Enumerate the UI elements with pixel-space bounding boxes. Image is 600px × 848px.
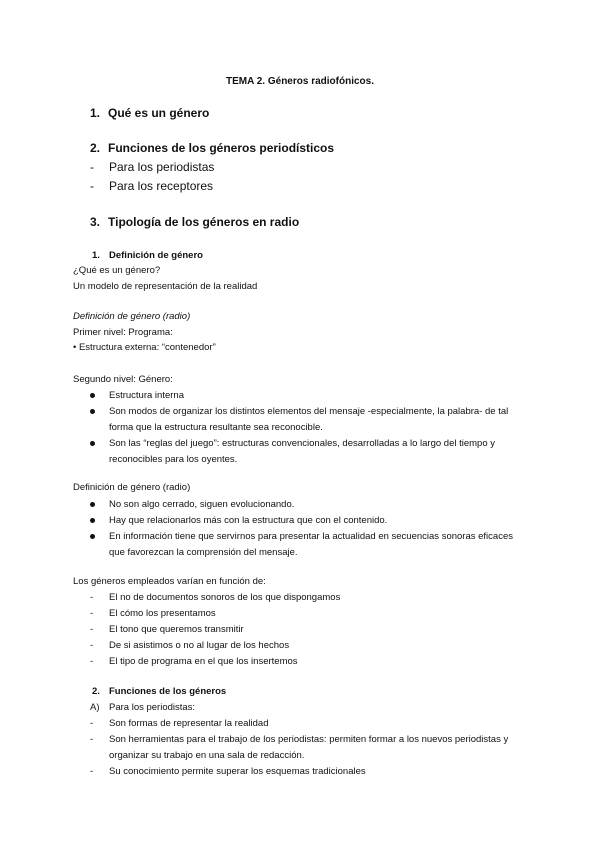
segundo-nivel-text: Segundo nivel: Género: bbox=[73, 374, 173, 385]
section-heading-text: Funciones de los géneros bbox=[109, 686, 227, 697]
list-item-text: De si asistimos o no al lugar de los hechos bbox=[109, 640, 290, 651]
dash-marker: - bbox=[90, 640, 94, 651]
list-item-text: Son las “reglas del juego”: estructuras convencionales, desarrolladas a lo largo del tiempo y reconocibles para los oyentes. bbox=[109, 438, 496, 465]
question-text: ¿Qué es un género? bbox=[73, 265, 161, 276]
dash-marker: - bbox=[90, 179, 94, 193]
section-heading-text: Definición de género bbox=[109, 250, 203, 261]
outline-number: 3. bbox=[90, 215, 101, 229]
list-item-text: El cómo los presentamos bbox=[109, 608, 216, 619]
outline-number: 2. bbox=[90, 141, 101, 155]
bullet-icon bbox=[90, 441, 95, 446]
bullet-icon bbox=[90, 502, 95, 507]
list-item-text: Estructura interna bbox=[109, 390, 184, 401]
dash-marker: - bbox=[90, 624, 94, 635]
dash-marker: - bbox=[90, 160, 94, 174]
definition-label: Definición de género (radio) bbox=[73, 311, 191, 322]
list-item-text: En información tiene que servirnos para presentar la actualidad en secuencias sonoras eficaces que favorezcan la comprensión del mensaje. bbox=[109, 531, 513, 558]
list-item-text: No son algo cerrado, siguen evolucionando. bbox=[109, 499, 295, 510]
answer-text: Un modelo de representación de la realidad bbox=[73, 281, 258, 292]
bullet-icon bbox=[90, 393, 95, 398]
outline-number: 1. bbox=[90, 106, 101, 120]
outline-item-3 bbox=[90, 215, 490, 231]
dash-marker: - bbox=[90, 608, 94, 619]
primer-nivel-text: Primer nivel: Programa: bbox=[73, 327, 173, 338]
estructura-externa-text: • Estructura externa: “contenedor” bbox=[73, 342, 216, 353]
section-number: 2. bbox=[92, 686, 100, 697]
outline-text: Qué es un género bbox=[108, 106, 210, 120]
section-number: 1. bbox=[92, 250, 100, 261]
outline-sub-item bbox=[90, 179, 490, 195]
dash-marker: - bbox=[90, 734, 94, 745]
dash-marker: - bbox=[90, 592, 94, 603]
dash-marker: - bbox=[90, 766, 94, 777]
bullet-icon bbox=[90, 518, 95, 523]
document-title: TEMA 2. Géneros radiofónicos. bbox=[226, 76, 374, 87]
list-item-text: Son herramientas para el trabajo de los periodistas: permiten formar a los nuevos periodistas y organizar su trabajo en una sala de redacción. bbox=[109, 734, 509, 761]
dash-marker: - bbox=[90, 656, 94, 667]
list-item-text: Para los periodistas: bbox=[109, 702, 196, 713]
letter-marker: A) bbox=[90, 702, 100, 713]
list-item-text: El tipo de programa en el que los insertemos bbox=[109, 656, 298, 667]
varian-text: Los géneros empleados varían en función de: bbox=[73, 576, 266, 587]
dash-marker: - bbox=[90, 718, 94, 729]
outline-sub-item bbox=[90, 160, 490, 176]
outline-sub-text: Para los periodistas bbox=[109, 160, 215, 174]
list-item-text: El tono que queremos transmitir bbox=[109, 624, 244, 635]
list-item-text: Son formas de representar la realidad bbox=[109, 718, 269, 729]
list-item-text: Su conocimiento permite superar los esquemas tradicionales bbox=[109, 766, 366, 777]
bullet-icon bbox=[90, 534, 95, 539]
list-item-text: Hay que relacionarlos más con la estructura que con el contenido. bbox=[109, 515, 388, 526]
outline-item-2 bbox=[90, 141, 490, 157]
outline-item-1 bbox=[90, 106, 490, 122]
list-item-text: El no de documentos sonoros de los que dispongamos bbox=[109, 592, 341, 603]
outline-sub-text: Para los receptores bbox=[109, 179, 214, 193]
definition-label-2: Definición de género (radio) bbox=[73, 482, 191, 493]
list-item-text: Son modos de organizar los distintos elementos del mensaje -especialmente, la palabra- de tal forma que la estructura resultante sea reconocible. bbox=[109, 406, 509, 433]
outline-text: Funciones de los géneros periodísticos bbox=[108, 141, 335, 155]
bullet-icon bbox=[90, 409, 95, 414]
outline-text: Tipología de los géneros en radio bbox=[108, 215, 300, 229]
